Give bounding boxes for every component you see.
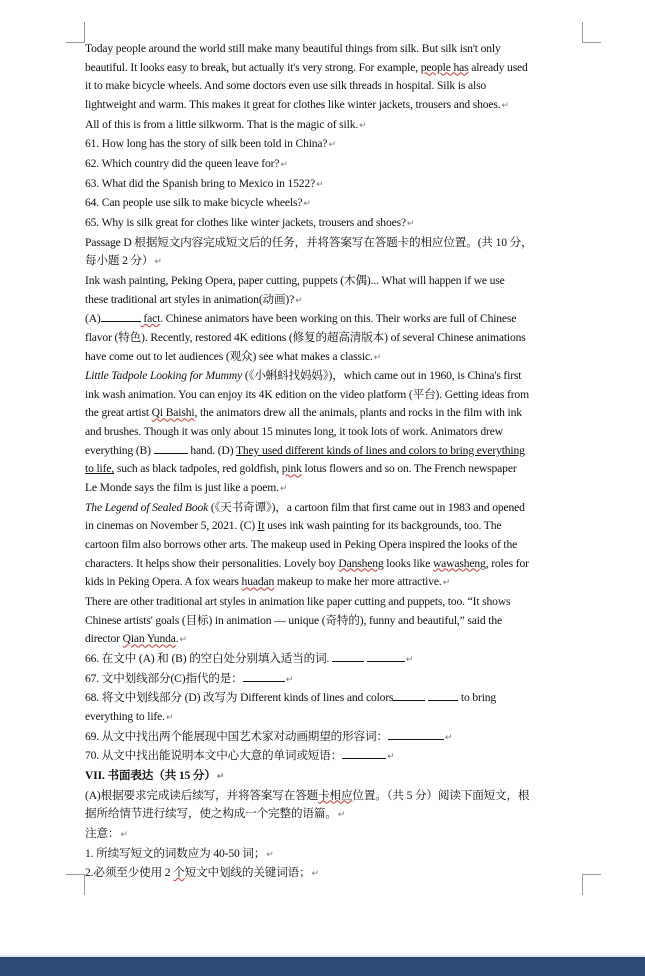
passage-d-instructions: Passage D 根据短文内容完成短文后的任务，并将答案写在答题卡的相应位置。(共 10 分， 每小题 2 分）↵ [85, 235, 533, 268]
passage-d-paragraph-legend: The Legend of Sealed Book (《天书奇谭》)，a cartoon film that first came out in 1983 and opened in cinemas on November 5, 2021. (C) It uses ink wash painting for its backgrounds, too. The cartoon film also borrows other arts. The makeup used in Peking Opera inspired the looks of the characters. It helps show their personalities. Lovely boy Dansheng looks like wawasheng, roles for kids in Peking Opera. A fox wears huadan makeup to make her more attractive.↵ [85, 500, 529, 589]
margin-corner-top-right [582, 22, 601, 43]
blank-b [154, 442, 188, 454]
question-66: 66. 在文中 (A) 和 (B) 的空白处分别填入适当的词. ↵ [85, 652, 414, 665]
underlined-part-d: They used different kinds of lines and colors to bring everything [235, 443, 525, 457]
question-63: 63. What did the Spanish bring to Mexico in 1522?↵ [85, 176, 324, 190]
question-70: 70. 从文中找出能说明本文中心大意的单词或短语： ↵ [85, 749, 395, 763]
passage-d-paragraph-a: (A) fact. Chinese animators have been working on this. Their works are full of Chinese flavor (特色). Recently, restored 4K editions (修复的超高清版本) of several Chinese animations have come out to let audiences (观众) see what makes a classic.↵ [85, 312, 526, 363]
section-vii-instructions: (A)根据要求完成读后续写，并将答案写在答题卡相应位置。（共 5 分）阅读下面短文，根 据所给情节进行续写，使之构成一个完整的语篇。↵ [85, 788, 530, 821]
question-62: 62. Which country did the queen leave for?↵ [85, 156, 288, 170]
answer-blank [393, 689, 425, 701]
question-69: 69. 从文中找出两个能展现中国艺术家对动画期望的形容词： ↵ [85, 729, 453, 743]
note-1: 1. 所续写短文的词数应为 40-50 词；↵ [85, 846, 274, 860]
answer-blank [388, 728, 412, 740]
blank-a [101, 310, 141, 322]
passage-c-paragraph: Today people around the world still make many beautiful things from silk. But silk isn't only beautiful. It looks easy to break, but actually it's very strong. For example, people has already used it to make bicycle wheels. And some doctors even use silk threads in hospital. Silk is also lightweight and warm. This makes it great for clothes like winter jackets, trousers and shoes.↵ [85, 42, 528, 111]
passage-d-paragraph-tadpole: Little Tadpole Looking for Mummy (《小蝌蚪找妈妈》)，which came out in 1960, is China's first ink wash animation. You can enjoy its 4K edition on the video platform (平台). Getting ideas from the great artist Qi Baishi, the animators drew all the animals, plants and rocks in the film with ink and brushes. Though it was only about 15 minutes long, it took lots of work. Animators drew everything (B) hand. (D) They used different kinds of lines and colors to bring everything to life, such as black tadpoles, red goldfish, pink lotus flowers and so on. The French newspaper Le Monde says the film is just like a poem.↵ [85, 369, 529, 495]
question-61: 61. How long has the story of silk been told in China?↵ [85, 137, 336, 151]
answer-blank [367, 650, 405, 662]
question-64: 64. Can people use silk to make bicycle wheels?↵ [85, 196, 311, 210]
section-vii-title: VII. 书面表达（共 15 分）↵ [85, 768, 225, 782]
answer-blank [412, 728, 444, 740]
answer-blank [243, 670, 285, 682]
status-bar [0, 957, 645, 976]
answer-blank [332, 650, 364, 662]
answer-blank [428, 689, 458, 701]
underlined-part-c: It [257, 519, 265, 533]
grammar-flag: people has [420, 60, 469, 74]
question-68: 68. 将文中划线部分 (D) 改写为 Different kinds of lines and colors to bring everything to life.↵ [85, 691, 497, 723]
document-page[interactable] [85, 40, 582, 884]
margin-corner-top-left [66, 22, 85, 43]
question-65: 65. Why is silk great for clothes like winter jackets, trousers and shoes?↵ [85, 215, 415, 229]
note-label: 注意：↵ [85, 826, 128, 840]
margin-corner-bottom-left [66, 874, 85, 895]
passage-c-closing: All of this is from a little silkworm. That is the magic of silk.↵ [85, 117, 367, 131]
margin-corner-bottom-right [582, 874, 601, 895]
passage-d-intro: Ink wash painting, Peking Opera, paper cutting, puppets (木偶)... What will happen if we use these traditional art styles in animation(动画)?↵ [85, 273, 505, 306]
note-2: 2.必须至少使用 2 个短文中划线的关键词语；↵ [85, 866, 319, 880]
question-67: 67. 文中划线部分(C)指代的是： ↵ [85, 671, 294, 685]
answer-blank [342, 747, 386, 759]
passage-d-paragraph-other: There are other traditional art styles in animation like paper cutting and puppets, too. “It shows Chinese artists' goals (目标) in animation — unique (奇特的), funny and beautiful,” said the director Qian Yunda.↵ [85, 595, 511, 646]
